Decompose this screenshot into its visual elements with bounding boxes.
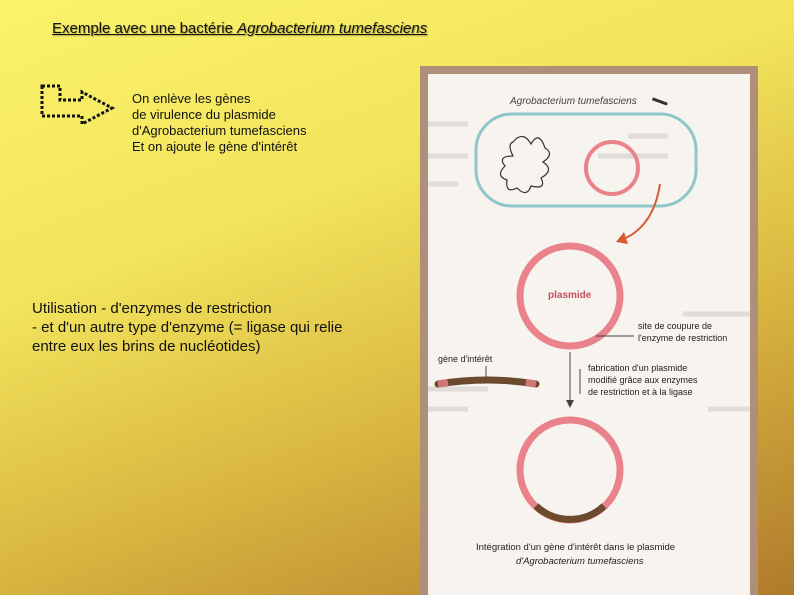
usage-line: Utilisation - d'enzymes de restriction <box>32 300 272 317</box>
extraction-arrow <box>626 184 660 238</box>
cut-site-label: l'enzyme de restriction <box>638 333 728 343</box>
slide-title <box>52 20 427 37</box>
intro-line: de virulence du plasmide <box>132 107 276 122</box>
intro-line: Et on ajoute le gène d'intérêt <box>132 139 298 154</box>
modified-plasmid-ring <box>520 420 620 520</box>
cut-site-label: site de coupure de <box>638 321 713 331</box>
gene-label: gène d'intérêt <box>438 354 493 364</box>
plasmid-label: plasmide <box>548 290 592 301</box>
bacterium-label: Agrobacterium tumefasciens <box>510 96 637 107</box>
figure-caption: d'Agrobacterium tumefasciens <box>516 556 644 567</box>
chromosome-icon <box>500 136 549 192</box>
slide-title-prefix: Exemple avec une bactérie <box>52 20 238 37</box>
usage-line: - et d'un autre type d'enzyme (= ligase qui relie <box>32 319 343 336</box>
intro-line: d'Agrobacterium tumefasciens <box>132 123 307 138</box>
gene-fragment <box>438 380 536 384</box>
usage-line: entre eux les brins de nucléotides) <box>32 338 261 355</box>
process-label: fabrication d'un plasmide <box>588 363 688 373</box>
plasmid-diagram <box>428 74 750 595</box>
intro-text <box>132 91 306 155</box>
intro-line: On enlève les gènes <box>132 91 251 106</box>
original-plasmid <box>586 142 638 194</box>
process-label: de restriction et à la ligase <box>588 387 693 397</box>
figure-caption: Intégration d'un gène d'intérêt dans le plasmide <box>476 542 676 553</box>
dotted-bent-arrow-icon <box>38 82 118 132</box>
usage-text <box>32 299 342 356</box>
process-label: modifié grâce aux enzymes <box>588 375 698 385</box>
inserted-gene <box>536 506 604 519</box>
slide-title-species: Agrobacterium tumefasciens <box>237 20 428 37</box>
